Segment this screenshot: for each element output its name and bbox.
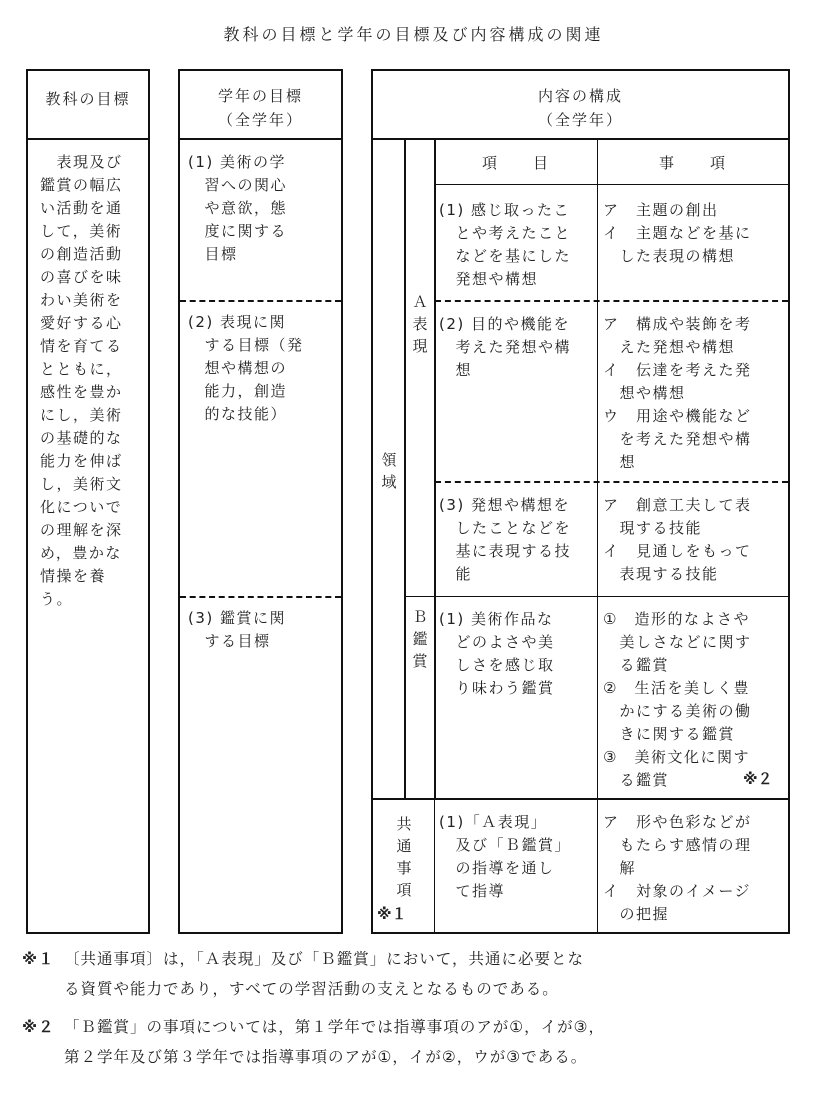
footnote-1-line2: る資質や能力であり，すべての学習活動の支えとなるものである。 (64, 980, 559, 998)
item-column-header: 項 目 (481, 154, 550, 172)
matter-b1: ① 造形的なよさや 美しさなどに関す る鑑賞 ② 生活を美しく豊 かにする美術の働 きに関する鑑賞 ③ 美術文化に関す る鑑賞 (603, 610, 752, 789)
item-a1: (1) 感じ取ったこ とや考えたこと などを基にした 発想や構想 (439, 201, 572, 288)
grade-goal-panel (178, 69, 343, 934)
page-title: 教科の目標と学年の目標及び内容構成の関連 (223, 25, 604, 44)
divider (435, 184, 788, 185)
footnote-2-line2: 第２学年及び第３学年では指導事項のアが①，イが②，ウが③である。 (64, 1048, 588, 1066)
divider (373, 798, 788, 800)
subject-goal-text: 表現及び 鑑賞の幅広 い活動を通 して，美術 の創造活動 の喜びを味 わい美術を 愛好する心 情を育てる とともに， 感性を豊か にし，美術 の基礎的な 能力を伸ば し，美術文 化についで の理解を深 め，豊かな 情操を養 う。 (40, 153, 123, 608)
subject-goal-header: 教科の目標 (45, 90, 131, 108)
grade-goal-2: (2) 表現に関 する目標（発 想や構想の 能力，創造 的な技能） (188, 313, 304, 423)
divider (180, 138, 341, 140)
divider (28, 138, 148, 140)
matter-a1: ア 主題の創出 イ 主題などを基に した表現の構想 (603, 201, 752, 265)
grade-goal-header: 学年の目標 （全学年） (217, 87, 303, 129)
footnote-2-mark: ※２ (22, 1018, 55, 1036)
divider (434, 798, 435, 932)
dashed-divider (435, 481, 788, 483)
item-b1: (1) 美術作品な どのよさや美 しさを感じ取 り味わう鑑賞 (439, 610, 555, 697)
footnote-1 (22, 944, 812, 1004)
divider (404, 138, 406, 799)
divider (597, 138, 598, 932)
item-common: (1)「Ａ表現」 及び「Ｂ鑑賞」 の指導を通し て指導 (439, 813, 572, 900)
divider (434, 138, 436, 799)
matter-a3: ア 創意工夫して表 現する技能 イ 見通しをもって 表現する技能 (603, 496, 752, 583)
item-a2: (2) 目的や機能を 考えた発想や構 想 (439, 315, 572, 379)
matter-column-header: 事 項 (658, 154, 727, 172)
b-appreciation-label: Ｂ 鑑 賞 (412, 608, 428, 670)
subject-goal-panel (26, 69, 150, 934)
domain-label: 領 域 (381, 451, 397, 491)
note-mark-2: ※２ (743, 770, 773, 788)
divider (404, 596, 434, 597)
grade-goal-3: (3) 鑑賞に関 する目標 (188, 609, 287, 650)
item-a3: (3) 発想や構想を したことなどを 基に表現する技 能 (439, 496, 572, 583)
matter-a2: ア 構成や装飾を考 えた発想や構想 イ 伝達を考えた発 想や構想 ウ 用途や機能など を考えた発想や構 想 (603, 315, 752, 471)
footnote-2-line1: 「Ｂ鑑賞」の事項については，第１学年では指導事項のアが①，イが③， (64, 1018, 605, 1036)
common-items-label: 共 通 事 項 (396, 815, 412, 899)
dashed-divider (180, 596, 341, 598)
content-structure-header: 内容の構成 （全学年） (537, 87, 623, 129)
a-expression-label: Ａ 表 現 (412, 293, 428, 355)
matter-common: ア 形や色彩などが もたらす感情の理 解 イ 対象のイメージ の把握 (603, 813, 752, 923)
content-structure-panel (371, 69, 790, 934)
dashed-divider (180, 300, 341, 302)
footnote-1-mark: ※１ (22, 950, 55, 968)
dashed-divider (435, 300, 788, 302)
footnote-1-line1: 〔共通事項〕は，「Ａ表現」及び「Ｂ鑑賞」において，共通に必要とな (64, 950, 584, 968)
footnote-2 (22, 1012, 812, 1072)
grade-goal-1: (1) 美術の学 習への関心 や意欲，態 度に関する 目標 (188, 153, 288, 263)
note-mark-1: ※１ (377, 905, 407, 923)
divider (435, 596, 788, 597)
